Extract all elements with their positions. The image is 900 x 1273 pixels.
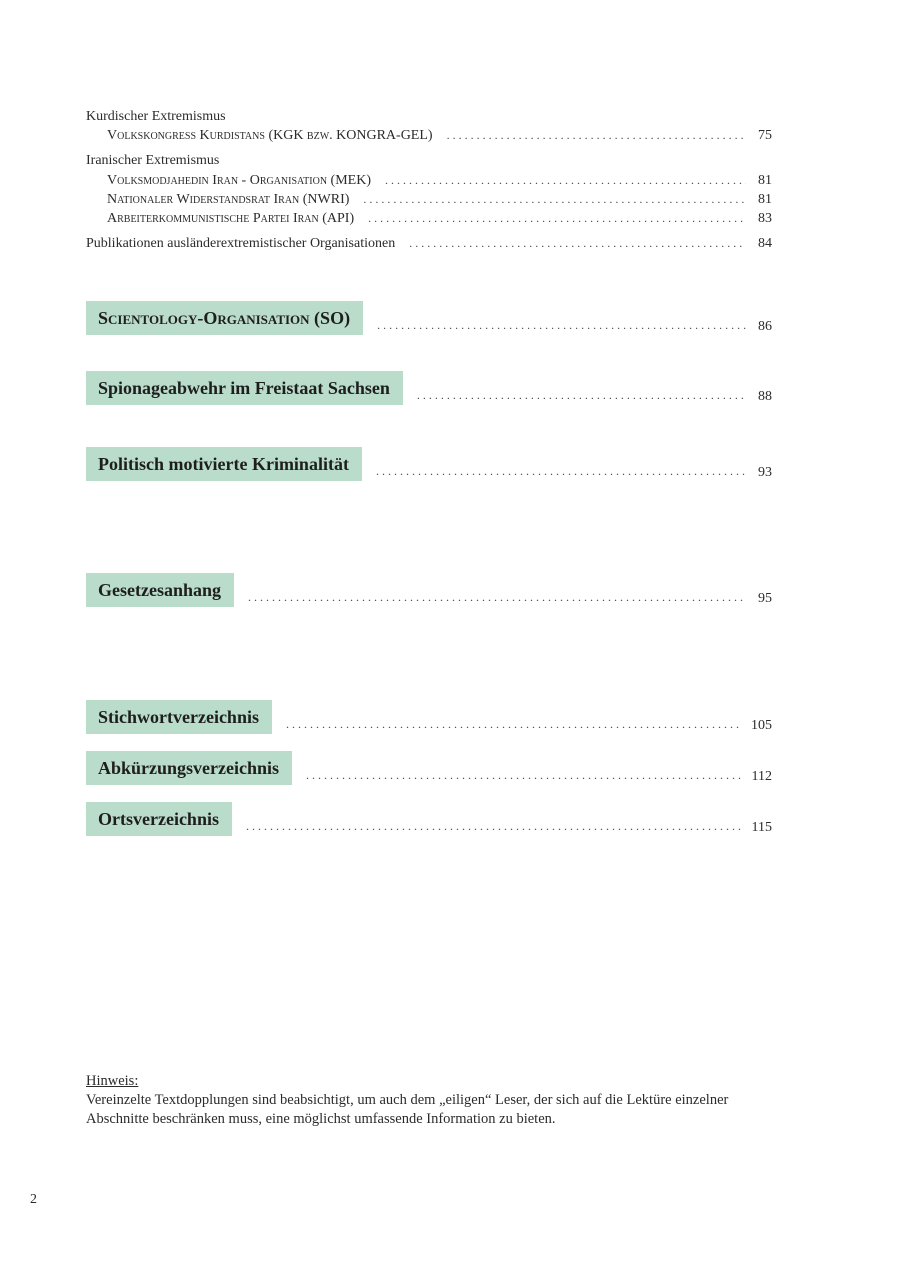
section-page: 88 <box>758 389 772 404</box>
section-page: 105 <box>751 718 772 733</box>
leader-dots <box>248 590 746 607</box>
toc-entry-page: 84 <box>758 236 772 251</box>
section-page: 95 <box>758 591 772 606</box>
toc-entry-api[interactable] <box>107 209 772 228</box>
toc-entry-publikationen[interactable] <box>86 234 772 253</box>
toc-entry-label: Arbeiterkommunistische Partei Iran (API) <box>107 211 355 226</box>
toc-section-abkuerzungsverzeichnis[interactable] <box>86 751 772 785</box>
leader-dots <box>363 190 746 208</box>
toc-section-scientology[interactable] <box>86 301 772 335</box>
note-text-line: Abschnitte beschränken muss, eine möglichst umfassende Information zu bieten. <box>86 1111 556 1127</box>
toc-entry-label: Publikationen ausländerextremistischer Organisationen <box>86 236 396 251</box>
leader-dots <box>286 717 741 734</box>
leader-dots <box>306 768 742 785</box>
section-page: 112 <box>751 769 772 784</box>
page-number: 2 <box>30 1192 37 1207</box>
section-page: 86 <box>758 319 772 334</box>
toc-entry-page: 81 <box>758 192 772 207</box>
leader-dots <box>376 464 746 481</box>
leader-dots <box>368 209 746 227</box>
section-page: 115 <box>751 820 772 835</box>
toc-entry-page: 83 <box>758 211 772 226</box>
section-title-box: Stichwortverzeichnis <box>86 700 272 734</box>
section-title-box: Spionageabwehr im Freistaat Sachsen <box>86 371 403 405</box>
leader-dots <box>447 126 746 144</box>
leader-dots <box>246 819 742 836</box>
section-title-box: Gesetzesanhang <box>86 573 234 607</box>
toc-section-stichwortverzeichnis[interactable] <box>86 700 772 734</box>
leader-dots <box>385 171 746 189</box>
toc-section-gesetzesanhang[interactable] <box>86 573 772 607</box>
toc-heading-iranian: Iranischer Extremismus <box>86 153 220 168</box>
toc-entry-label: Volkskongress Kurdistans (KGK bzw. KONGRA-GEL) <box>107 128 433 143</box>
section-title-box: Scientology-Organisation (SO) <box>86 301 363 335</box>
toc-entry-page: 81 <box>758 173 772 188</box>
note-text-line: Vereinzelte Textdopplungen sind beabsichtigt, um auch dem „eiligen“ Leser, der sich auf die Lektüre einzelner <box>86 1092 729 1108</box>
note-title: Hinweis: <box>86 1073 139 1089</box>
toc-entry-nwri[interactable] <box>107 190 772 209</box>
leader-dots <box>417 388 746 405</box>
leader-dots <box>377 318 746 335</box>
toc-entry-label: Volksmodjahedin Iran - Organisation (MEK) <box>107 173 371 188</box>
toc-heading-kurdish: Kurdischer Extremismus <box>86 109 226 124</box>
toc-entry-page: 75 <box>758 128 772 143</box>
section-page: 93 <box>758 465 772 480</box>
toc-entry-mek[interactable] <box>107 171 772 190</box>
section-title-box: Politisch motivierte Kriminalität <box>86 447 362 481</box>
toc-section-ortsverzeichnis[interactable] <box>86 802 772 836</box>
toc-entry-kongra[interactable] <box>107 126 772 145</box>
section-title-box: Abkürzungsverzeichnis <box>86 751 292 785</box>
leader-dots <box>409 234 746 252</box>
note-block <box>86 1072 776 1129</box>
toc-section-spionageabwehr[interactable] <box>86 371 772 405</box>
toc-section-kriminalitaet[interactable] <box>86 447 772 481</box>
toc-entry-label: Nationaler Widerstandsrat Iran (NWRI) <box>107 192 350 207</box>
section-title-box: Ortsverzeichnis <box>86 802 232 836</box>
